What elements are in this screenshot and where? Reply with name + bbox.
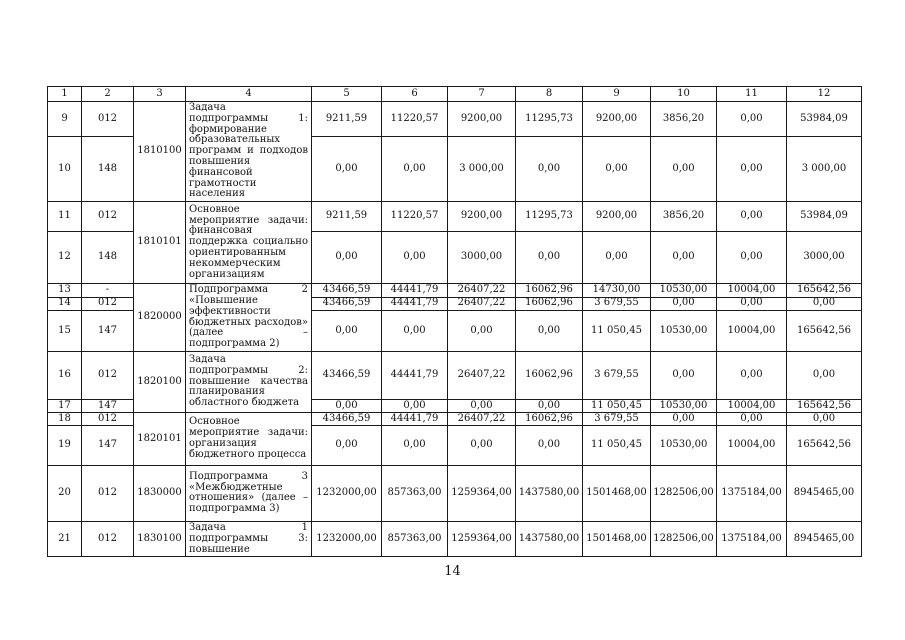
value-cell: 0,00 — [448, 399, 516, 412]
value-cell: 1259364,00 — [448, 465, 516, 521]
value-cell: 9200,00 — [448, 102, 516, 137]
value-cell: 0,00 — [717, 351, 787, 399]
table-row — [48, 521, 862, 556]
row-number: 10 — [48, 137, 82, 202]
row-number: 13 — [48, 284, 82, 297]
value-cell: 0,00 — [651, 351, 717, 399]
header-cell: 7 — [448, 87, 516, 102]
header-cell: 3 — [134, 87, 186, 102]
ministry-code: 012 — [82, 202, 134, 232]
description: Задача подпрограммы 2: повышение качества планирования областного бюджета — [186, 351, 312, 412]
value-cell: 9200,00 — [583, 102, 651, 137]
header-cell: 1 — [48, 87, 82, 102]
value-cell: 165642,56 — [787, 399, 862, 412]
table-row — [48, 202, 862, 232]
value-cell: 53984,09 — [787, 202, 862, 232]
ministry-code: 147 — [82, 310, 134, 351]
value-cell: 0,00 — [787, 412, 862, 425]
value-cell: 0,00 — [717, 137, 787, 202]
value-cell: 16062,96 — [516, 412, 583, 425]
value-cell: 0,00 — [787, 297, 862, 310]
row-number: 11 — [48, 202, 82, 232]
description: Подпрограмма 2 «Повышение эффективности бюджетных расходов» (далее – подпрограмма 2) — [186, 284, 312, 352]
value-cell: 3000,00 — [787, 232, 862, 284]
value-cell: 1282506,00 — [651, 465, 717, 521]
value-cell: 0,00 — [382, 399, 448, 412]
value-cell: 11220,57 — [382, 102, 448, 137]
row-number: 9 — [48, 102, 82, 137]
row-number: 17 — [48, 399, 82, 412]
value-cell: 0,00 — [651, 297, 717, 310]
value-cell: 9211,59 — [312, 202, 382, 232]
ministry-code: 012 — [82, 351, 134, 399]
value-cell: 1375184,00 — [717, 521, 787, 556]
value-cell: 1437580,00 — [516, 521, 583, 556]
row-number: 14 — [48, 297, 82, 310]
row-number: 15 — [48, 310, 82, 351]
row-number: 19 — [48, 425, 82, 465]
value-cell: 0,00 — [448, 425, 516, 465]
value-cell: 857363,00 — [382, 521, 448, 556]
value-cell: 0,00 — [382, 425, 448, 465]
value-cell: 11 050,45 — [583, 425, 651, 465]
value-cell: 11 050,45 — [583, 399, 651, 412]
value-cell: 3 000,00 — [448, 137, 516, 202]
header-cell: 9 — [583, 87, 651, 102]
value-cell: 8945465,00 — [787, 521, 862, 556]
value-cell: 0,00 — [312, 137, 382, 202]
value-cell: 10004,00 — [717, 284, 787, 297]
value-cell: 10530,00 — [651, 399, 717, 412]
value-cell: 44441,79 — [382, 284, 448, 297]
value-cell: 53984,09 — [787, 102, 862, 137]
value-cell: 11295,73 — [516, 102, 583, 137]
value-cell: 0,00 — [717, 297, 787, 310]
value-cell: 44441,79 — [382, 412, 448, 425]
ministry-code: 012 — [82, 412, 134, 425]
value-cell: 16062,96 — [516, 284, 583, 297]
value-cell: 8945465,00 — [787, 465, 862, 521]
header-cell: 2 — [82, 87, 134, 102]
value-cell: 0,00 — [583, 232, 651, 284]
table-row — [48, 284, 862, 297]
value-cell: 0,00 — [717, 202, 787, 232]
value-cell: 10530,00 — [651, 310, 717, 351]
header-cell: 4 — [186, 87, 312, 102]
value-cell: 1437580,00 — [516, 465, 583, 521]
value-cell: 26407,22 — [448, 284, 516, 297]
header-cell: 8 — [516, 87, 583, 102]
value-cell: 0,00 — [516, 425, 583, 465]
value-cell: 10530,00 — [651, 284, 717, 297]
value-cell: 0,00 — [717, 232, 787, 284]
row-number: 12 — [48, 232, 82, 284]
value-cell: 10004,00 — [717, 399, 787, 412]
ministry-code: - — [82, 284, 134, 297]
value-cell: 3 679,55 — [583, 297, 651, 310]
value-cell: 1259364,00 — [448, 521, 516, 556]
target-code: 1820101 — [134, 412, 186, 465]
value-cell: 10004,00 — [717, 310, 787, 351]
value-cell: 16062,96 — [516, 351, 583, 399]
description: Подпрограмма 3 «Межбюджетные отношения» (далее – подпрограмма 3) — [186, 465, 312, 521]
value-cell: 10004,00 — [717, 425, 787, 465]
row-number: 21 — [48, 521, 82, 556]
value-cell: 16062,96 — [516, 297, 583, 310]
table-row — [48, 351, 862, 399]
row-number: 20 — [48, 465, 82, 521]
value-cell: 9200,00 — [448, 202, 516, 232]
value-cell: 3 679,55 — [583, 412, 651, 425]
value-cell: 9211,59 — [312, 102, 382, 137]
row-number: 16 — [48, 351, 82, 399]
value-cell: 26407,22 — [448, 351, 516, 399]
table-row — [48, 465, 862, 521]
table-row — [48, 102, 862, 137]
value-cell: 26407,22 — [448, 297, 516, 310]
value-cell: 43466,59 — [312, 284, 382, 297]
header-cell: 6 — [382, 87, 448, 102]
value-cell: 26407,22 — [448, 412, 516, 425]
budget-table — [47, 86, 862, 557]
header-row — [48, 87, 862, 102]
ministry-code: 148 — [82, 137, 134, 202]
ministry-code: 148 — [82, 232, 134, 284]
header-cell: 10 — [651, 87, 717, 102]
value-cell: 0,00 — [717, 102, 787, 137]
table-row — [48, 412, 862, 425]
value-cell: 3 679,55 — [583, 351, 651, 399]
value-cell: 0,00 — [583, 137, 651, 202]
value-cell: 0,00 — [717, 412, 787, 425]
target-code: 1830000 — [134, 465, 186, 521]
page-number: 14 — [444, 564, 461, 579]
value-cell: 0,00 — [312, 310, 382, 351]
value-cell: 3 000,00 — [787, 137, 862, 202]
row-number: 18 — [48, 412, 82, 425]
value-cell: 43466,59 — [312, 351, 382, 399]
description: Задача подпрограммы 1: формирование образовательных программ и подходов повышения финансовой грамотности населения — [186, 102, 312, 202]
value-cell: 43466,59 — [312, 412, 382, 425]
value-cell: 0,00 — [382, 232, 448, 284]
value-cell: 0,00 — [516, 232, 583, 284]
ministry-code: 012 — [82, 297, 134, 310]
value-cell: 0,00 — [787, 351, 862, 399]
value-cell: 3856,20 — [651, 102, 717, 137]
ministry-code: 147 — [82, 399, 134, 412]
ministry-code: 147 — [82, 425, 134, 465]
value-cell: 10530,00 — [651, 425, 717, 465]
value-cell: 1232000,00 — [312, 465, 382, 521]
value-cell: 0,00 — [516, 137, 583, 202]
header-cell: 5 — [312, 87, 382, 102]
value-cell: 0,00 — [516, 399, 583, 412]
value-cell: 43466,59 — [312, 297, 382, 310]
value-cell: 0,00 — [312, 399, 382, 412]
header-cell: 12 — [787, 87, 862, 102]
value-cell: 1232000,00 — [312, 521, 382, 556]
value-cell: 1501468,00 — [583, 521, 651, 556]
header-cell: 11 — [717, 87, 787, 102]
value-cell: 165642,56 — [787, 425, 862, 465]
target-code: 1820000 — [134, 284, 186, 352]
value-cell: 857363,00 — [382, 465, 448, 521]
value-cell: 14730,00 — [583, 284, 651, 297]
value-cell: 0,00 — [651, 137, 717, 202]
ministry-code: 012 — [82, 465, 134, 521]
description: Основное мероприятие задачи: финансовая поддержка социально ориентированным некоммерческим организациям — [186, 202, 312, 284]
value-cell: 0,00 — [651, 412, 717, 425]
target-code: 1810101 — [134, 202, 186, 284]
description: Задача 1 подпрограммы 3: повышение — [186, 521, 312, 556]
value-cell: 165642,56 — [787, 310, 862, 351]
value-cell: 9200,00 — [583, 202, 651, 232]
ministry-code: 012 — [82, 521, 134, 556]
value-cell: 44441,79 — [382, 351, 448, 399]
value-cell: 3856,20 — [651, 202, 717, 232]
target-code: 1810100 — [134, 102, 186, 202]
value-cell: 11295,73 — [516, 202, 583, 232]
value-cell: 1282506,00 — [651, 521, 717, 556]
value-cell: 0,00 — [651, 232, 717, 284]
value-cell: 165642,56 — [787, 284, 862, 297]
ministry-code: 012 — [82, 102, 134, 137]
value-cell: 0,00 — [382, 137, 448, 202]
value-cell: 0,00 — [312, 232, 382, 284]
value-cell: 0,00 — [448, 310, 516, 351]
description: Основное мероприятие задачи: организация бюджетного процесса — [186, 412, 312, 465]
value-cell: 1375184,00 — [717, 465, 787, 521]
target-code: 1830100 — [134, 521, 186, 556]
value-cell: 0,00 — [382, 310, 448, 351]
value-cell: 0,00 — [516, 310, 583, 351]
value-cell: 0,00 — [312, 425, 382, 465]
value-cell: 11220,57 — [382, 202, 448, 232]
value-cell: 44441,79 — [382, 297, 448, 310]
value-cell: 3000,00 — [448, 232, 516, 284]
value-cell: 1501468,00 — [583, 465, 651, 521]
target-code: 1820100 — [134, 351, 186, 412]
value-cell: 11 050,45 — [583, 310, 651, 351]
